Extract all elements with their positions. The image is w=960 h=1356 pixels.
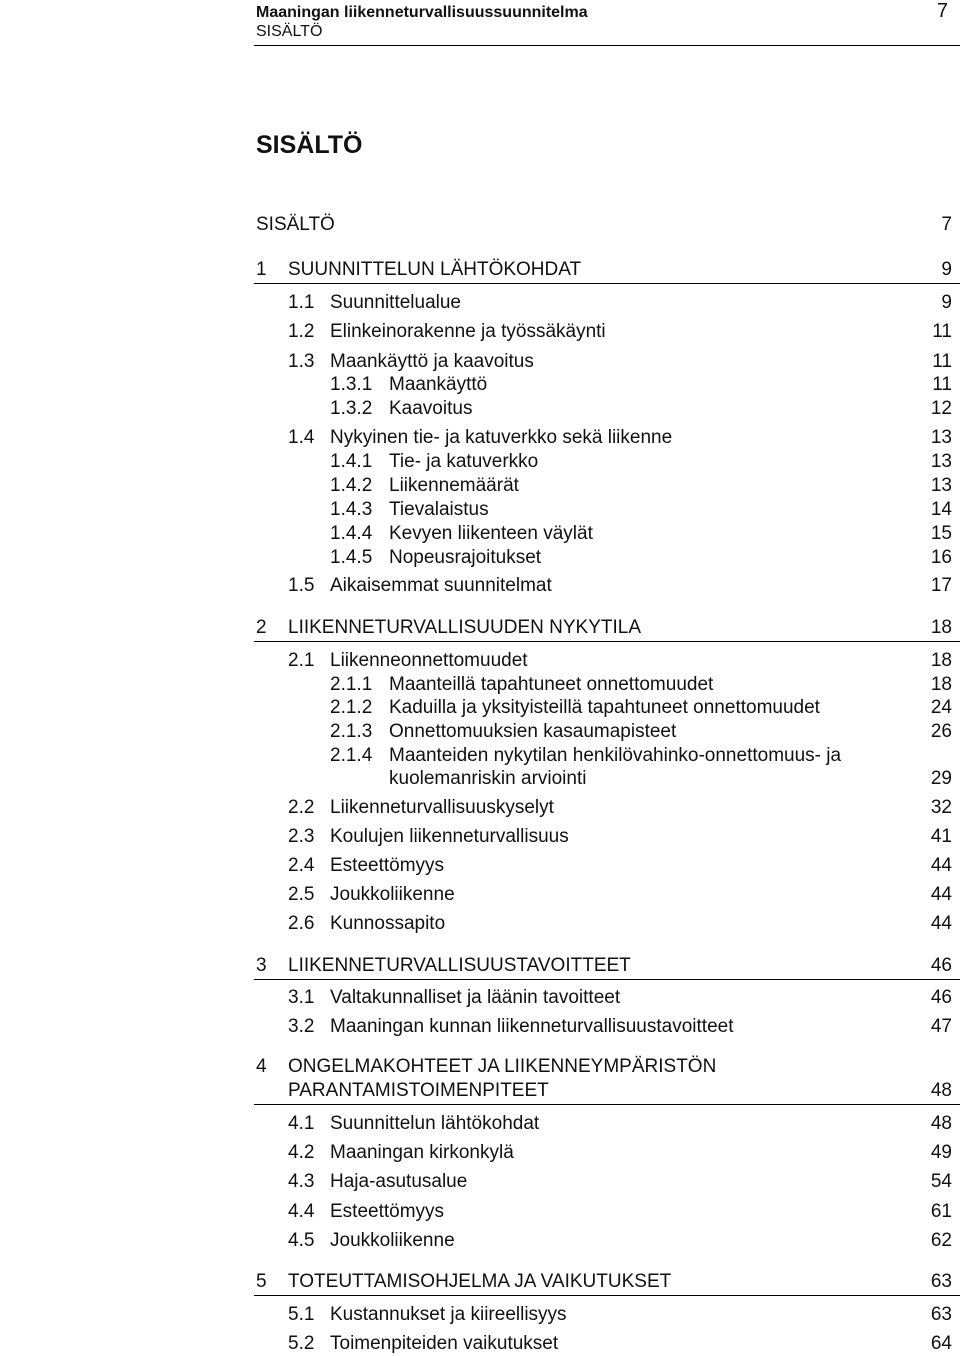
toc-entry-number: 1.1 (288, 292, 315, 313)
toc-entry-title: Maaningan kunnan liikenneturvallisuustavoitteet (330, 1016, 734, 1037)
toc-entry-title: Liikenneonnettomuudet (330, 650, 528, 671)
toc-entry-number: 5.2 (288, 1333, 315, 1354)
toc-entry-page: 44 (930, 913, 952, 934)
toc-entry-title: Maanteillä tapahtuneet onnettomuudet (389, 674, 714, 695)
toc-entry-page: 48 (930, 1113, 952, 1134)
toc-entry (0, 1171, 960, 1193)
toc-entry-number: 1.3 (288, 351, 315, 372)
toc-entry (0, 1271, 960, 1293)
toc-entry-page: 24 (930, 697, 952, 718)
toc-entry-title: Valtakunnalliset ja läänin tavoitteet (330, 987, 621, 1008)
toc-entry (0, 351, 960, 373)
toc-entry (0, 721, 960, 743)
toc-entry-page: 18 (930, 617, 952, 638)
toc-entry-title: LIIKENNETURVALLISUUDEN NYKYTILA (288, 617, 642, 638)
toc-entry-page: 48 (930, 1080, 952, 1101)
toc-entry (0, 855, 960, 877)
toc-entry-number: 2.6 (288, 913, 315, 934)
toc-entry-page: 13 (930, 427, 952, 448)
toc-entry-number: 1.4.2 (330, 475, 373, 496)
toc-entry (0, 1201, 960, 1223)
toc-entry-page: 14 (930, 499, 952, 520)
toc-entry (0, 826, 960, 848)
toc-entry (0, 321, 960, 343)
toc-entry-number: 5 (256, 1271, 267, 1292)
toc-entry (0, 884, 960, 906)
toc-entry-number: 2.1.1 (330, 674, 373, 695)
toc-entry (0, 1113, 960, 1135)
toc-entry-number: 3 (256, 955, 267, 976)
toc-entry (0, 374, 960, 396)
toc-entry-page: 18 (930, 650, 952, 671)
toc-entry-number: 1 (256, 259, 267, 280)
toc-section-rule (254, 641, 960, 642)
toc-entry (0, 1016, 960, 1038)
toc-entry-number: 4.4 (288, 1201, 315, 1222)
toc-entry (0, 797, 960, 819)
toc-entry-title: LIIKENNETURVALLISUUSTAVOITTEET (288, 955, 631, 976)
toc-section-rule (254, 1295, 960, 1296)
toc-entry-title: Aikaisemmat suunnitelmat (330, 575, 552, 596)
toc-entry-number: 2.1.2 (330, 697, 373, 718)
toc-entry-title: Joukkoliikenne (330, 1230, 455, 1251)
page-heading: SISÄLTÖ (256, 131, 363, 159)
toc-entry-number: 4 (256, 1056, 267, 1077)
toc-entry-number: 2.3 (288, 826, 315, 847)
toc-entry-number: 2.1.3 (330, 721, 373, 742)
toc-entry-page: 63 (930, 1304, 952, 1325)
toc-entry (0, 1304, 960, 1326)
toc-entry-page: 9 (941, 259, 952, 280)
toc-section-rule (254, 1104, 960, 1105)
toc-entry-page: 63 (930, 1271, 952, 1292)
toc-entry-page: 15 (930, 523, 952, 544)
header-page-number: 7 (936, 0, 948, 22)
toc-entry (0, 547, 960, 569)
header-document-title: Maaningan liikenneturvallisuussuunnitelma (256, 4, 588, 21)
toc-entry-page: 47 (930, 1016, 952, 1037)
toc-entry-title: Liikennemäärät (389, 475, 519, 496)
toc-entry-number: 4.3 (288, 1171, 315, 1192)
toc-entry (0, 427, 960, 449)
toc-entry-title: Nykyinen tie- ja katuverkko sekä liikenne (330, 427, 673, 448)
toc-entry-page: 18 (930, 674, 952, 695)
toc-entry-number: 1.2 (288, 321, 315, 342)
toc-entry-page: 44 (930, 884, 952, 905)
toc-entry-title: kuolemanriskin arviointi (389, 768, 587, 789)
toc-entry-number: 4.1 (288, 1113, 315, 1134)
toc-entry-title: Kevyen liikenteen väylät (389, 523, 593, 544)
toc-entry-page: 9 (941, 292, 952, 313)
toc-entry-page: 29 (930, 768, 952, 789)
toc-entry-page: 41 (930, 826, 952, 847)
toc-entry-page: 16 (930, 547, 952, 568)
toc-entry-number: 1.4 (288, 427, 315, 448)
toc-entry (0, 1230, 960, 1252)
toc-entry-title: ONGELMAKOHTEET JA LIIKENNEYMPÄRISTÖN (288, 1056, 717, 1077)
toc-entry (0, 913, 960, 935)
toc-entry-page: 11 (932, 374, 952, 395)
toc-entry-page: 46 (930, 955, 952, 976)
toc-entry-number: 2.5 (288, 884, 315, 905)
toc-entry-number: 4.5 (288, 1230, 315, 1251)
toc-entry-page: 26 (930, 721, 952, 742)
toc-entry (0, 955, 960, 977)
toc-entry (0, 575, 960, 597)
toc-entry-title: Joukkoliikenne (330, 884, 455, 905)
toc-entry (0, 523, 960, 545)
toc-entry-title: SISÄLTÖ (256, 214, 335, 235)
toc-entry-title: Onnettomuuksien kasaumapisteet (389, 721, 677, 742)
toc-entry-title: SUUNNITTELUN LÄHTÖKOHDAT (288, 259, 582, 280)
toc-entry-number: 1.3.2 (330, 398, 373, 419)
toc-entry (0, 617, 960, 639)
toc-entry-title: Kaavoitus (389, 398, 473, 419)
toc-entry-number: 1.5 (288, 575, 315, 596)
toc-entry (0, 745, 960, 767)
toc-entry (0, 499, 960, 521)
toc-entry-number: 3.1 (288, 987, 315, 1008)
toc-entry-number: 1.4.3 (330, 499, 373, 520)
toc-entry (0, 259, 960, 281)
toc-entry (0, 1080, 960, 1102)
toc-entry-page: 62 (930, 1230, 952, 1251)
toc-entry-number: 2.2 (288, 797, 315, 818)
toc-entry-page: 17 (930, 575, 952, 596)
toc-entry (0, 451, 960, 473)
toc-entry-title: Suunnittelun lähtökohdat (330, 1113, 540, 1134)
toc-entry-title: Maankäyttö ja kaavoitus (330, 351, 534, 372)
toc-section-rule (254, 979, 960, 980)
toc-entry (0, 768, 960, 790)
toc-entry-title: Kaduilla ja yksityisteillä tapahtuneet onnettomuudet (389, 697, 820, 718)
toc-entry (0, 214, 960, 236)
toc-entry-title: Esteettömyys (330, 1201, 445, 1222)
toc-entry (0, 650, 960, 672)
toc-entry-title: Koulujen liikenneturvallisuus (330, 826, 569, 847)
toc-entry (0, 1142, 960, 1164)
toc-entry (0, 1056, 960, 1078)
toc-entry-number: 2.1.4 (330, 745, 373, 766)
toc-entry-number: 2.1 (288, 650, 315, 671)
toc-entry-number: 1.4.4 (330, 523, 373, 544)
header-divider (254, 45, 960, 46)
toc-entry-title: Tievalaistus (389, 499, 489, 520)
toc-entry (0, 1333, 960, 1355)
toc-entry-page: 44 (930, 855, 952, 876)
toc-section-rule (254, 283, 960, 284)
toc-entry-number: 4.2 (288, 1142, 315, 1163)
toc-entry (0, 475, 960, 497)
toc-entry-title: Suunnittelualue (330, 292, 461, 313)
toc-entry-page: 64 (930, 1333, 952, 1354)
toc-entry-title: Haja-asutusalue (330, 1171, 468, 1192)
toc-entry-number: 2.4 (288, 855, 315, 876)
header-section-name: SISÄLTÖ (256, 23, 323, 40)
toc-entry-title: Toimenpiteiden vaikutukset (330, 1333, 559, 1354)
toc-entry (0, 697, 960, 719)
toc-entry (0, 292, 960, 314)
toc-entry-title: Maankäyttö (389, 374, 488, 395)
toc-entry-title: PARANTAMISTOIMENPITEET (288, 1080, 549, 1101)
toc-entry-title: Kustannukset ja kiireellisyys (330, 1304, 567, 1325)
toc-entry-number: 2 (256, 617, 267, 638)
toc-entry-number: 3.2 (288, 1016, 315, 1037)
toc-entry-page: 61 (930, 1201, 952, 1222)
toc-entry-title: Maaningan kirkonkylä (330, 1142, 514, 1163)
toc-entry-title: TOTEUTTAMISOHJELMA JA VAIKUTUKSET (288, 1271, 672, 1292)
toc-entry-title: Esteettömyys (330, 855, 445, 876)
toc-entry-title: Elinkeinorakenne ja työssäkäynti (330, 321, 606, 342)
toc-entry-page: 7 (941, 214, 952, 235)
toc-entry-page: 13 (930, 451, 952, 472)
toc-entry-page: 12 (930, 398, 952, 419)
toc-entry (0, 674, 960, 696)
toc-entry-title: Kunnossapito (330, 913, 446, 934)
toc-entry-page: 54 (930, 1171, 952, 1192)
toc-entry-title: Maanteiden nykytilan henkilövahinko-onnettomuus- ja (389, 745, 842, 766)
toc-entry-number: 5.1 (288, 1304, 315, 1325)
toc-entry-page: 11 (932, 351, 952, 372)
toc-entry (0, 398, 960, 420)
toc-entry-title: Tie- ja katuverkko (389, 451, 539, 472)
toc-entry-page: 13 (930, 475, 952, 496)
toc-entry-title: Nopeusrajoitukset (389, 547, 542, 568)
toc-entry-page: 11 (932, 321, 952, 342)
toc-entry (0, 987, 960, 1009)
toc-entry-page: 32 (930, 797, 952, 818)
toc-entry-page: 46 (930, 987, 952, 1008)
toc-entry-page: 49 (930, 1142, 952, 1163)
toc-entry-title: Liikenneturvallisuuskyselyt (330, 797, 554, 818)
toc-entry-number: 1.4.1 (330, 451, 373, 472)
toc-entry-number: 1.3.1 (330, 374, 373, 395)
toc-entry-number: 1.4.5 (330, 547, 373, 568)
